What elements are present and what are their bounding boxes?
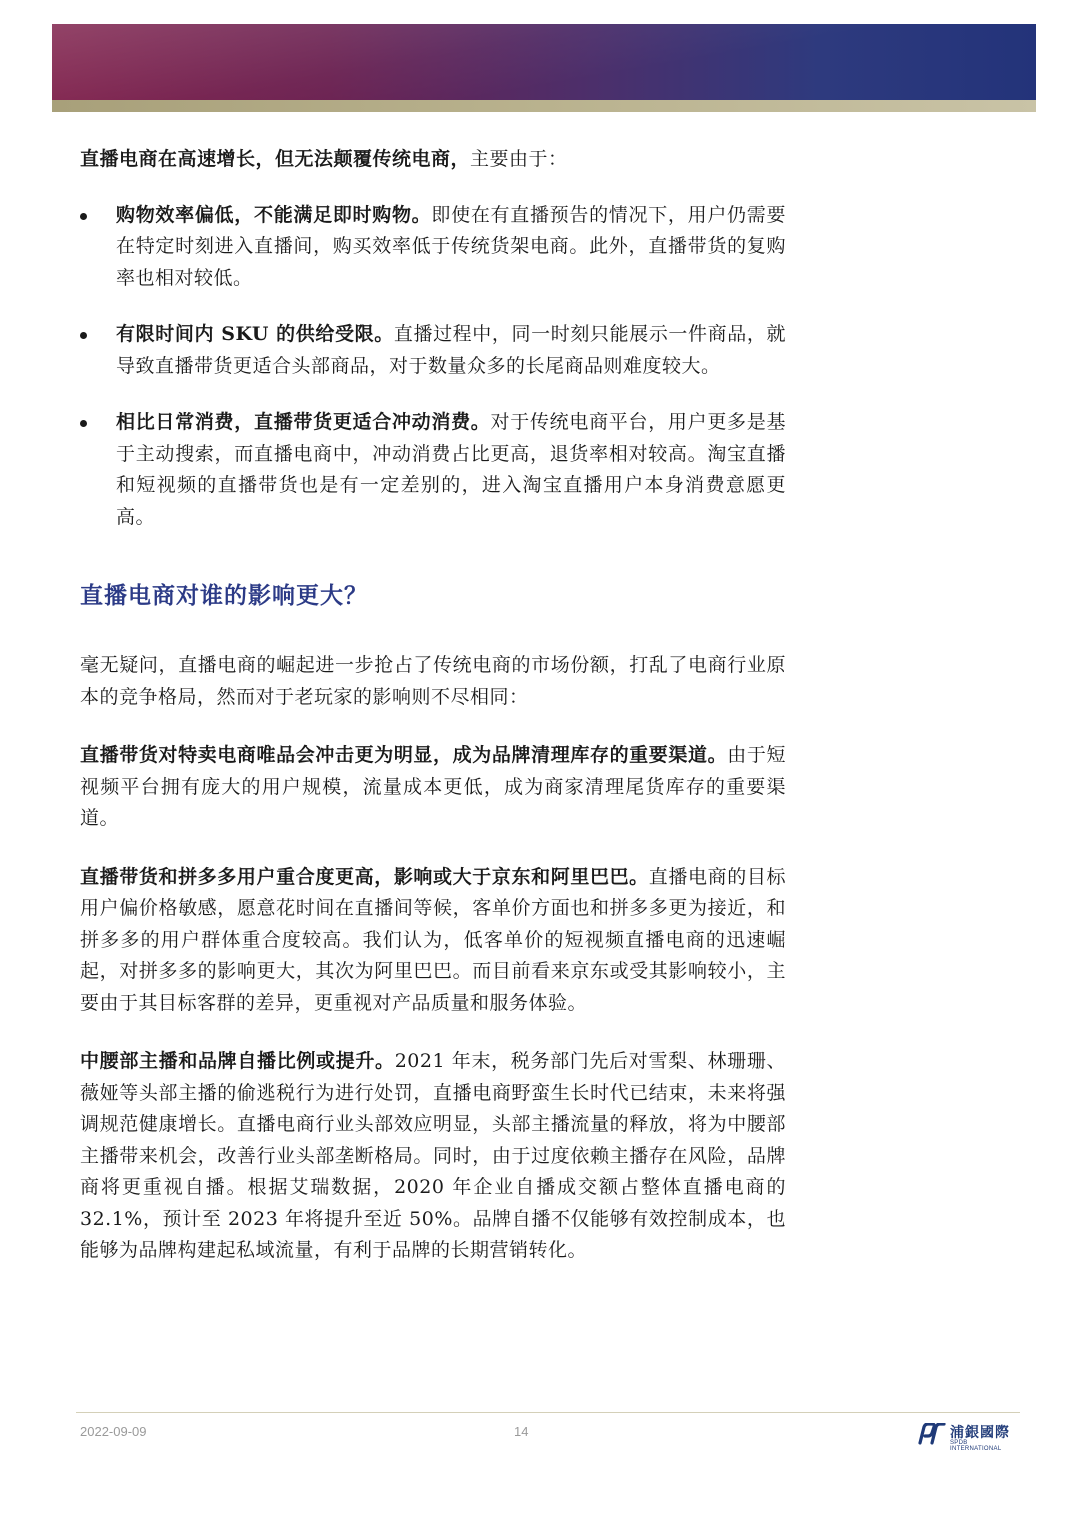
- header-stripe: [52, 100, 1036, 112]
- section-paragraph-3: [80, 1046, 786, 1267]
- section-intro: 毫无疑问，直播电商的崛起进一步抢占了传统电商的市场份额，打乱了电商行业原本的竞争格局，然而对于老玩家的影响则不尽相同：: [80, 654, 786, 708]
- paragraph-bold: 中腰部主播和品牌自播比例或提升。: [80, 1050, 395, 1072]
- intro-bold: 直播电商在高速增长，但无法颠覆传统电商，: [80, 148, 471, 170]
- bullet-dot-icon: [80, 420, 87, 427]
- list-item-rest: 对于传统电商平台，用户更多是基于主动搜索，而直播电商中，冲动消费占比更高，退货率相对较高。淘宝直播和短视频的直播带货也是有一定差别的，进入淘宝直播用户本身消费意愿更高。: [116, 411, 786, 528]
- logo-subtitle: SPDB INTERNATIONAL: [950, 1440, 1002, 1452]
- paragraph-rest: 直播电商的目标用户偏价格敏感，愿意花时间在直播间等候，客单价方面也和拼多多更为接近，和拼多多的用户群体重合度较高。我们认为，低客单价的短视频直播电商的迅速崛起，对拼多多的影响更大，其次为阿里巴巴。而目前看来京东或受其影响较小，主要由于其目标客群的差异，更重视对产品质量和服务体验。: [80, 865, 786, 1014]
- section-heading: 直播电商对谁的影响更大？: [80, 582, 368, 609]
- list-item-text: [116, 407, 786, 533]
- main-content: [80, 130, 786, 1267]
- company-logo: [918, 1421, 1018, 1452]
- bullet-dot-icon: [80, 213, 87, 220]
- paragraph-rest: 2021 年末，税务部门先后对雪梨、林珊珊、薇娅等头部主播的偷逃税行为进行处罚，直播电商野蛮生长时代已结束，未来将强调规范健康增长。直播电商行业头部效应明显，头部主播流量的释放，将为中腰部主播带来机会，改善行业头部垄断格局。同时，由于过度依赖主播存在风险，品牌商将更重视自播。根据艾瑞数据，2020 年企业自播成交额占整体直播电商的 32.1%，预计至 2023 年将提升至近 50%。品牌自播不仅能够有效控制成本，也能够为品牌构建起私域流量，有利于品牌的长期营销转化。: [80, 1050, 786, 1261]
- banner-gradient: [52, 24, 1036, 100]
- list-item: [80, 200, 786, 295]
- intro-rest: 主要由于：: [470, 148, 568, 170]
- paragraph-rest: 由于短视频平台拥有庞大的用户规模，流量成本更低，成为商家清理尾货库存的重要渠道。: [80, 744, 786, 829]
- list-item-bold: 购物效率偏低，不能满足即时购物。: [116, 203, 432, 226]
- section-paragraph-2: [80, 862, 786, 1020]
- footer-divider: [76, 1412, 1020, 1413]
- list-item-bold: 相比日常消费，直播带货更适合冲动消费。: [116, 411, 491, 433]
- list-item-rest: 直播过程中，同一时刻只能展示一件商品，就导致直播带货更适合头部商品，对于数量众多的长尾商品则难度较大。: [116, 323, 786, 377]
- section-paragraph-1: [80, 740, 786, 835]
- list-item-text: [116, 319, 786, 382]
- page-number: 14: [514, 1424, 529, 1439]
- list-item-rest: 即使在有直播预告的情况下，用户仍需要在特定时刻进入直播间，购买效率低于传统货架电商。此外，直播带货的复购率也相对较低。: [116, 203, 786, 289]
- list-item-text: [116, 200, 786, 295]
- list-item: [80, 319, 786, 382]
- footer-date: 2022-09-09: [80, 1424, 147, 1439]
- logo-name: 浦銀國際: [950, 1425, 1010, 1441]
- list-item: [80, 407, 786, 533]
- reason-list: [80, 200, 786, 534]
- header-banner: [52, 24, 1036, 100]
- logo-mark-icon: [918, 1423, 946, 1445]
- bullet-dot-icon: [80, 332, 87, 339]
- paragraph-bold: 直播带货对特卖电商唯品会冲击更为明显，成为品牌清理库存的重要渠道。: [80, 744, 728, 766]
- list-item-bold: 有限时间内 SKU 的供给受限。: [116, 323, 394, 345]
- paragraph-bold: 直播带货和拼多多用户重合度更高，影响或大于京东和阿里巴巴。: [80, 865, 649, 888]
- intro-paragraph: [80, 144, 786, 176]
